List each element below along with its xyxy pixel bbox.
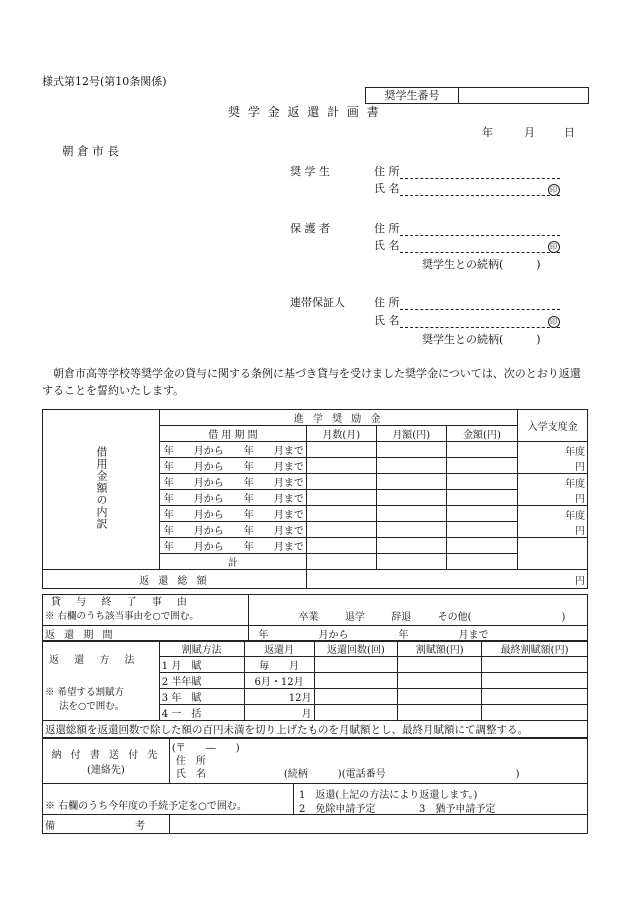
party-guarantor-name[interactable] bbox=[374, 312, 560, 328]
period-cell[interactable]: 年 月から 年 月まで bbox=[160, 474, 307, 490]
address-line bbox=[400, 166, 560, 179]
months-cell[interactable] bbox=[306, 538, 376, 554]
date-month: 月 bbox=[524, 126, 535, 139]
date-year: 年 bbox=[482, 126, 493, 139]
postal-field[interactable]: (〒 ― ) bbox=[171, 742, 240, 754]
months-cell[interactable] bbox=[306, 522, 376, 538]
end-reason-note: ※ 右欄のうち該当事由を○で囲む。 bbox=[45, 611, 199, 622]
option-other[interactable]: その他( ) bbox=[437, 612, 566, 623]
monthly-cell[interactable] bbox=[376, 458, 446, 474]
installment-cell[interactable] bbox=[398, 673, 482, 689]
name-line bbox=[400, 315, 560, 328]
seal-icon: 印 bbox=[548, 241, 560, 253]
party-guarantor-address[interactable] bbox=[374, 294, 560, 310]
party-guarantor-role: 連帯保証人 bbox=[290, 296, 345, 309]
party-guardian-role: 保 護 者 bbox=[290, 222, 330, 235]
final-cell[interactable] bbox=[482, 657, 588, 673]
period-cell[interactable]: 年 月から 年 月まで bbox=[160, 522, 307, 538]
return-method-table bbox=[42, 640, 588, 738]
col-method: 割賦方法 bbox=[159, 641, 244, 657]
monthly-cell[interactable] bbox=[376, 538, 446, 554]
loan-table bbox=[42, 409, 588, 589]
address-label: 住 所 bbox=[374, 165, 400, 178]
party-guardian-address[interactable] bbox=[374, 220, 560, 236]
party-student-address[interactable] bbox=[374, 163, 560, 179]
amount-cell[interactable] bbox=[446, 490, 518, 506]
seal-icon: 印 bbox=[548, 316, 560, 328]
return-method-note1: ※ 希望する割賦方 bbox=[45, 687, 125, 698]
admission-header: 入学支度金 bbox=[518, 410, 588, 442]
count-cell[interactable] bbox=[314, 657, 398, 673]
loan-group-header: 進 学 奨 励 金 bbox=[160, 410, 518, 426]
plan-option-exemption[interactable]: 2 免除申請予定 bbox=[299, 804, 376, 815]
plan-option-deferral[interactable]: 3 猶予申請予定 bbox=[419, 804, 496, 815]
return-month: 月 bbox=[244, 705, 314, 721]
col-months: 月数(月) bbox=[306, 426, 376, 442]
plan-note: ※ 右欄のうち今年度の手続予定を○で囲む。 bbox=[45, 801, 247, 812]
return-method-label-cell bbox=[43, 641, 160, 721]
return-period-label: 返 還 期 間 bbox=[43, 626, 249, 642]
admission-blank-cell[interactable] bbox=[518, 538, 588, 570]
col-period: 借 用 期 間 bbox=[160, 426, 307, 442]
months-cell[interactable] bbox=[306, 458, 376, 474]
monthly-cell[interactable] bbox=[376, 522, 446, 538]
installment-cell[interactable] bbox=[398, 705, 482, 721]
total-monthly[interactable] bbox=[376, 554, 446, 570]
delivery-label: 納 付 書 送 付 先 bbox=[51, 750, 161, 761]
total-label: 計 bbox=[160, 554, 307, 570]
method-annual[interactable]: 3 年 賦 bbox=[159, 689, 244, 705]
delivery-name-line[interactable] bbox=[172, 768, 585, 781]
monthly-cell[interactable] bbox=[376, 474, 446, 490]
name-label: 氏 名 bbox=[374, 314, 400, 327]
delivery-name: 氏 名 bbox=[175, 768, 206, 780]
end-reason-options[interactable] bbox=[248, 595, 588, 626]
end-reason-label-cell bbox=[43, 595, 249, 626]
method-semiannual[interactable]: 2 半年賦 bbox=[159, 673, 244, 689]
student-no-box bbox=[365, 87, 589, 104]
amount-cell[interactable] bbox=[446, 458, 518, 474]
col-monthly: 月額(円) bbox=[376, 426, 446, 442]
months-cell[interactable] bbox=[306, 442, 376, 458]
method-note: 返還総額を返還回数で除した額の百円未満を切り上げたものを月賦額とし、最終月賦額にて調整する。 bbox=[43, 721, 588, 738]
method-lump[interactable]: 4 一 括 bbox=[159, 705, 244, 721]
student-no-field[interactable] bbox=[459, 88, 587, 103]
return-total-value[interactable]: 円 bbox=[306, 570, 587, 589]
admission-cell[interactable]: 年度 円 bbox=[518, 474, 588, 506]
col-amount: 金額(円) bbox=[446, 426, 518, 442]
delivery-fields[interactable] bbox=[169, 739, 587, 784]
loan-side-label: 借用金額の内訳 bbox=[43, 410, 160, 570]
delivery-address[interactable]: 住 所 bbox=[175, 755, 206, 767]
address-label: 住 所 bbox=[374, 296, 400, 309]
admission-cell[interactable]: 年度 円 bbox=[518, 442, 588, 474]
party-guardian-relation[interactable]: 奨学生との続柄( ) bbox=[422, 258, 541, 271]
option-withdraw[interactable]: 退学 bbox=[344, 612, 365, 623]
address-line bbox=[400, 297, 560, 310]
plan-option-return[interactable]: 1 返還(上記の方法により返還します。) bbox=[299, 790, 478, 801]
total-amount[interactable] bbox=[446, 554, 518, 570]
period-cell[interactable]: 年 月から 年 月まで bbox=[160, 442, 307, 458]
amount-cell[interactable] bbox=[446, 522, 518, 538]
addressee: 朝 倉 市 長 bbox=[62, 144, 119, 158]
col-installment: 割賦額(円) bbox=[398, 641, 482, 657]
col-return-month: 返還月 bbox=[244, 641, 314, 657]
party-guardian-name[interactable] bbox=[374, 237, 560, 253]
party-student-name[interactable] bbox=[374, 180, 560, 196]
pledge-text: 朝倉市高等学校等奨学金の貸与に関する条例に基づき貸与を受けました奨学金については、次のとおり返還することを誓約いたします。 bbox=[42, 367, 581, 397]
period-cell[interactable]: 年 月から 年 月まで bbox=[160, 538, 307, 554]
name-line bbox=[400, 240, 560, 253]
amount-cell[interactable] bbox=[446, 538, 518, 554]
name-label: 氏 名 bbox=[374, 182, 400, 195]
delivery-sub: (連絡先) bbox=[87, 765, 125, 776]
total-months[interactable] bbox=[306, 554, 376, 570]
count-cell[interactable] bbox=[314, 705, 398, 721]
monthly-cell[interactable] bbox=[376, 506, 446, 522]
amount-cell[interactable] bbox=[446, 506, 518, 522]
seal-icon: 印 bbox=[548, 184, 560, 196]
return-total-label: 返 還 総 額 bbox=[43, 570, 307, 589]
form-number: 様式第12号(第10条関係) bbox=[42, 75, 167, 88]
end-reason-label: 貸 与 終 了 事 由 bbox=[51, 597, 193, 608]
months-cell[interactable] bbox=[306, 474, 376, 490]
option-graduate[interactable]: 卒業 bbox=[298, 612, 319, 623]
return-period-value[interactable]: 年 月から 年 月まで bbox=[248, 626, 588, 642]
delivery-relation: (続柄 )(電話番号 ) bbox=[283, 768, 520, 780]
party-guarantor-relation[interactable]: 奨学生との続柄( ) bbox=[422, 333, 541, 346]
return-month: 毎 月 bbox=[244, 657, 314, 673]
col-final: 最終割賦額(円) bbox=[482, 641, 588, 657]
period-cell[interactable]: 年 月から 年 月まで bbox=[160, 490, 307, 506]
period-cell[interactable]: 年 月から 年 月まで bbox=[160, 506, 307, 522]
admission-cell[interactable]: 年度 円 bbox=[518, 506, 588, 538]
return-month: 12月 bbox=[244, 689, 314, 705]
months-cell[interactable] bbox=[306, 490, 376, 506]
plan-row bbox=[43, 784, 588, 815]
amount-cell[interactable] bbox=[446, 474, 518, 490]
installment-cell[interactable] bbox=[398, 689, 482, 705]
party-student-role: 奨 学 生 bbox=[290, 165, 330, 178]
amount-cell[interactable] bbox=[446, 442, 518, 458]
remarks-label: 備 考 bbox=[43, 815, 170, 834]
months-cell[interactable] bbox=[306, 506, 376, 522]
final-cell[interactable] bbox=[482, 673, 588, 689]
installment-cell[interactable] bbox=[398, 657, 482, 673]
monthly-cell[interactable] bbox=[376, 442, 446, 458]
date-line[interactable] bbox=[482, 124, 575, 140]
option-decline[interactable]: 辞退 bbox=[391, 612, 412, 623]
col-count: 返還回数(回) bbox=[314, 641, 398, 657]
delivery-table bbox=[42, 738, 588, 834]
count-cell[interactable] bbox=[314, 689, 398, 705]
student-no-label: 奨学生番号 bbox=[366, 88, 459, 103]
count-cell[interactable] bbox=[314, 673, 398, 689]
final-cell[interactable] bbox=[482, 689, 588, 705]
end-reason-table bbox=[42, 594, 588, 642]
method-monthly[interactable]: 1 月 賦 bbox=[159, 657, 244, 673]
address-line bbox=[400, 223, 560, 236]
period-cell[interactable]: 年 月から 年 月まで bbox=[160, 458, 307, 474]
date-day: 日 bbox=[564, 126, 575, 139]
monthly-cell[interactable] bbox=[376, 490, 446, 506]
return-month: 6月・12月 bbox=[244, 673, 314, 689]
name-label: 氏 名 bbox=[374, 239, 400, 252]
name-line bbox=[400, 183, 560, 196]
return-total-row bbox=[43, 570, 588, 589]
final-cell[interactable] bbox=[482, 705, 588, 721]
page-title: 奨 学 金 返 還 計 画 書 bbox=[228, 105, 381, 119]
delivery-label-cell bbox=[43, 739, 170, 784]
remarks-field[interactable] bbox=[169, 815, 587, 834]
return-method-label: 返 還 方 法 bbox=[49, 655, 141, 666]
address-label: 住 所 bbox=[374, 222, 400, 235]
return-method-note2: 法を○で囲む。 bbox=[59, 701, 125, 712]
